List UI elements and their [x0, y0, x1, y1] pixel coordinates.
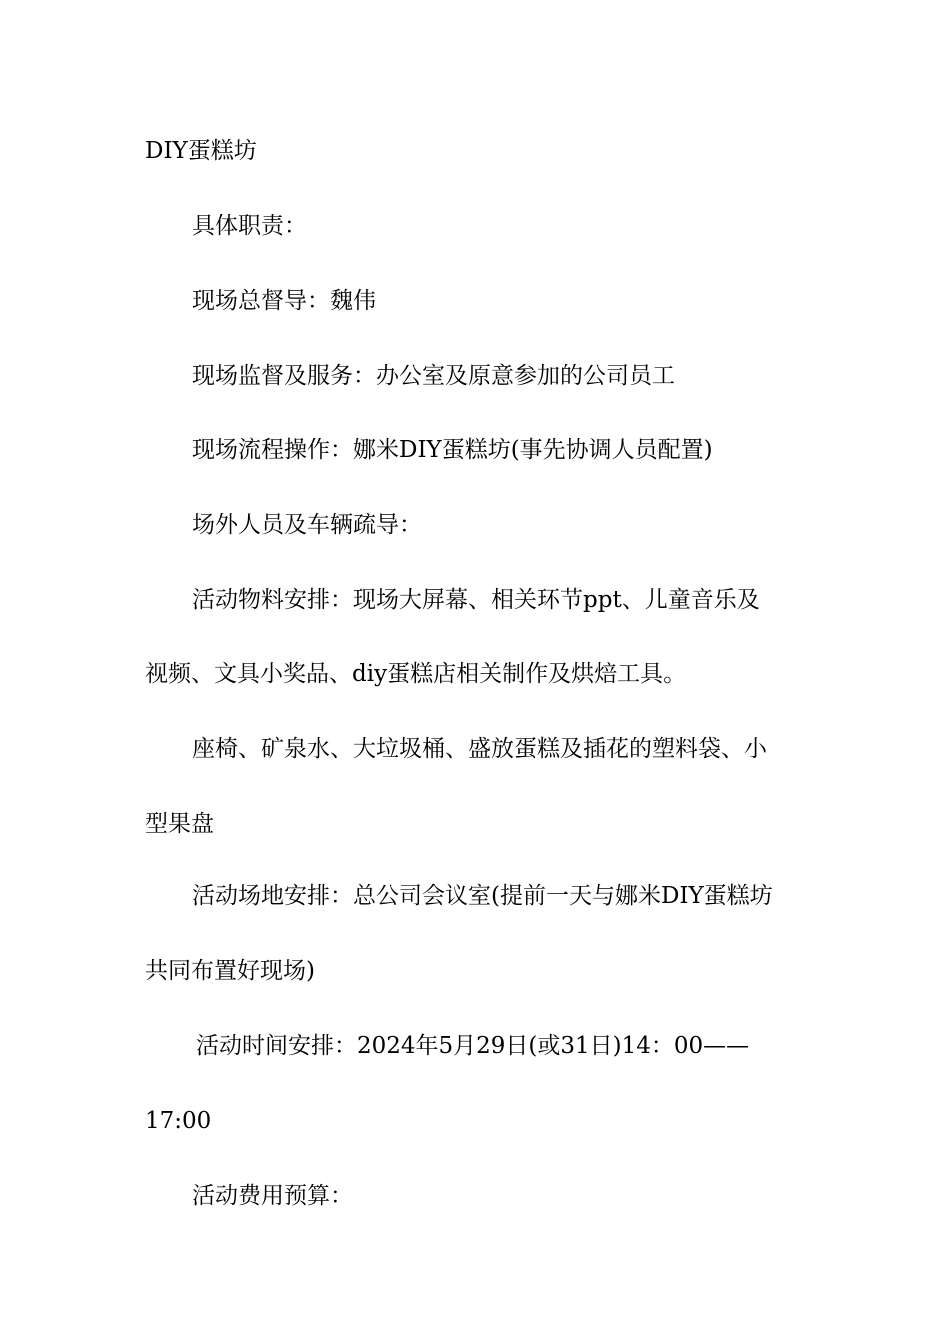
supplies-line-continued: 型果盘 [145, 811, 214, 837]
traffic-guidance-line: 场外人员及车辆疏导： [192, 512, 422, 538]
general-supervisor-line: 现场总督导：魏伟 [192, 288, 376, 314]
section-heading: DIY蛋糕坊 [145, 138, 257, 164]
venue-line-continued: 共同布置好现场) [145, 958, 315, 984]
materials-line-continued: 视频、文具小奖品、diy蛋糕店相关制作及烘焙工具。 [145, 661, 687, 687]
supplies-line: 座椅、矿泉水、大垃圾桶、盛放蛋糕及插花的塑料袋、小 [192, 736, 767, 762]
schedule-line-continued: 17:00 [145, 1108, 212, 1134]
process-operation-line: 现场流程操作：娜米DIY蛋糕坊(事先协调人员配置) [192, 437, 713, 463]
budget-line: 活动费用预算： [192, 1183, 353, 1209]
materials-line: 活动物料安排：现场大屏幕、相关环节ppt、儿童音乐及 [192, 587, 760, 613]
venue-line: 活动场地安排：总公司会议室(提前一天与娜米DIY蛋糕坊 [192, 883, 773, 909]
schedule-line: 活动时间安排：2024年5月29日(或31日)14：00—— [196, 1033, 750, 1059]
onsite-service-line: 现场监督及服务：办公室及原意参加的公司员工 [192, 363, 675, 389]
responsibilities-label: 具体职责： [192, 213, 307, 239]
